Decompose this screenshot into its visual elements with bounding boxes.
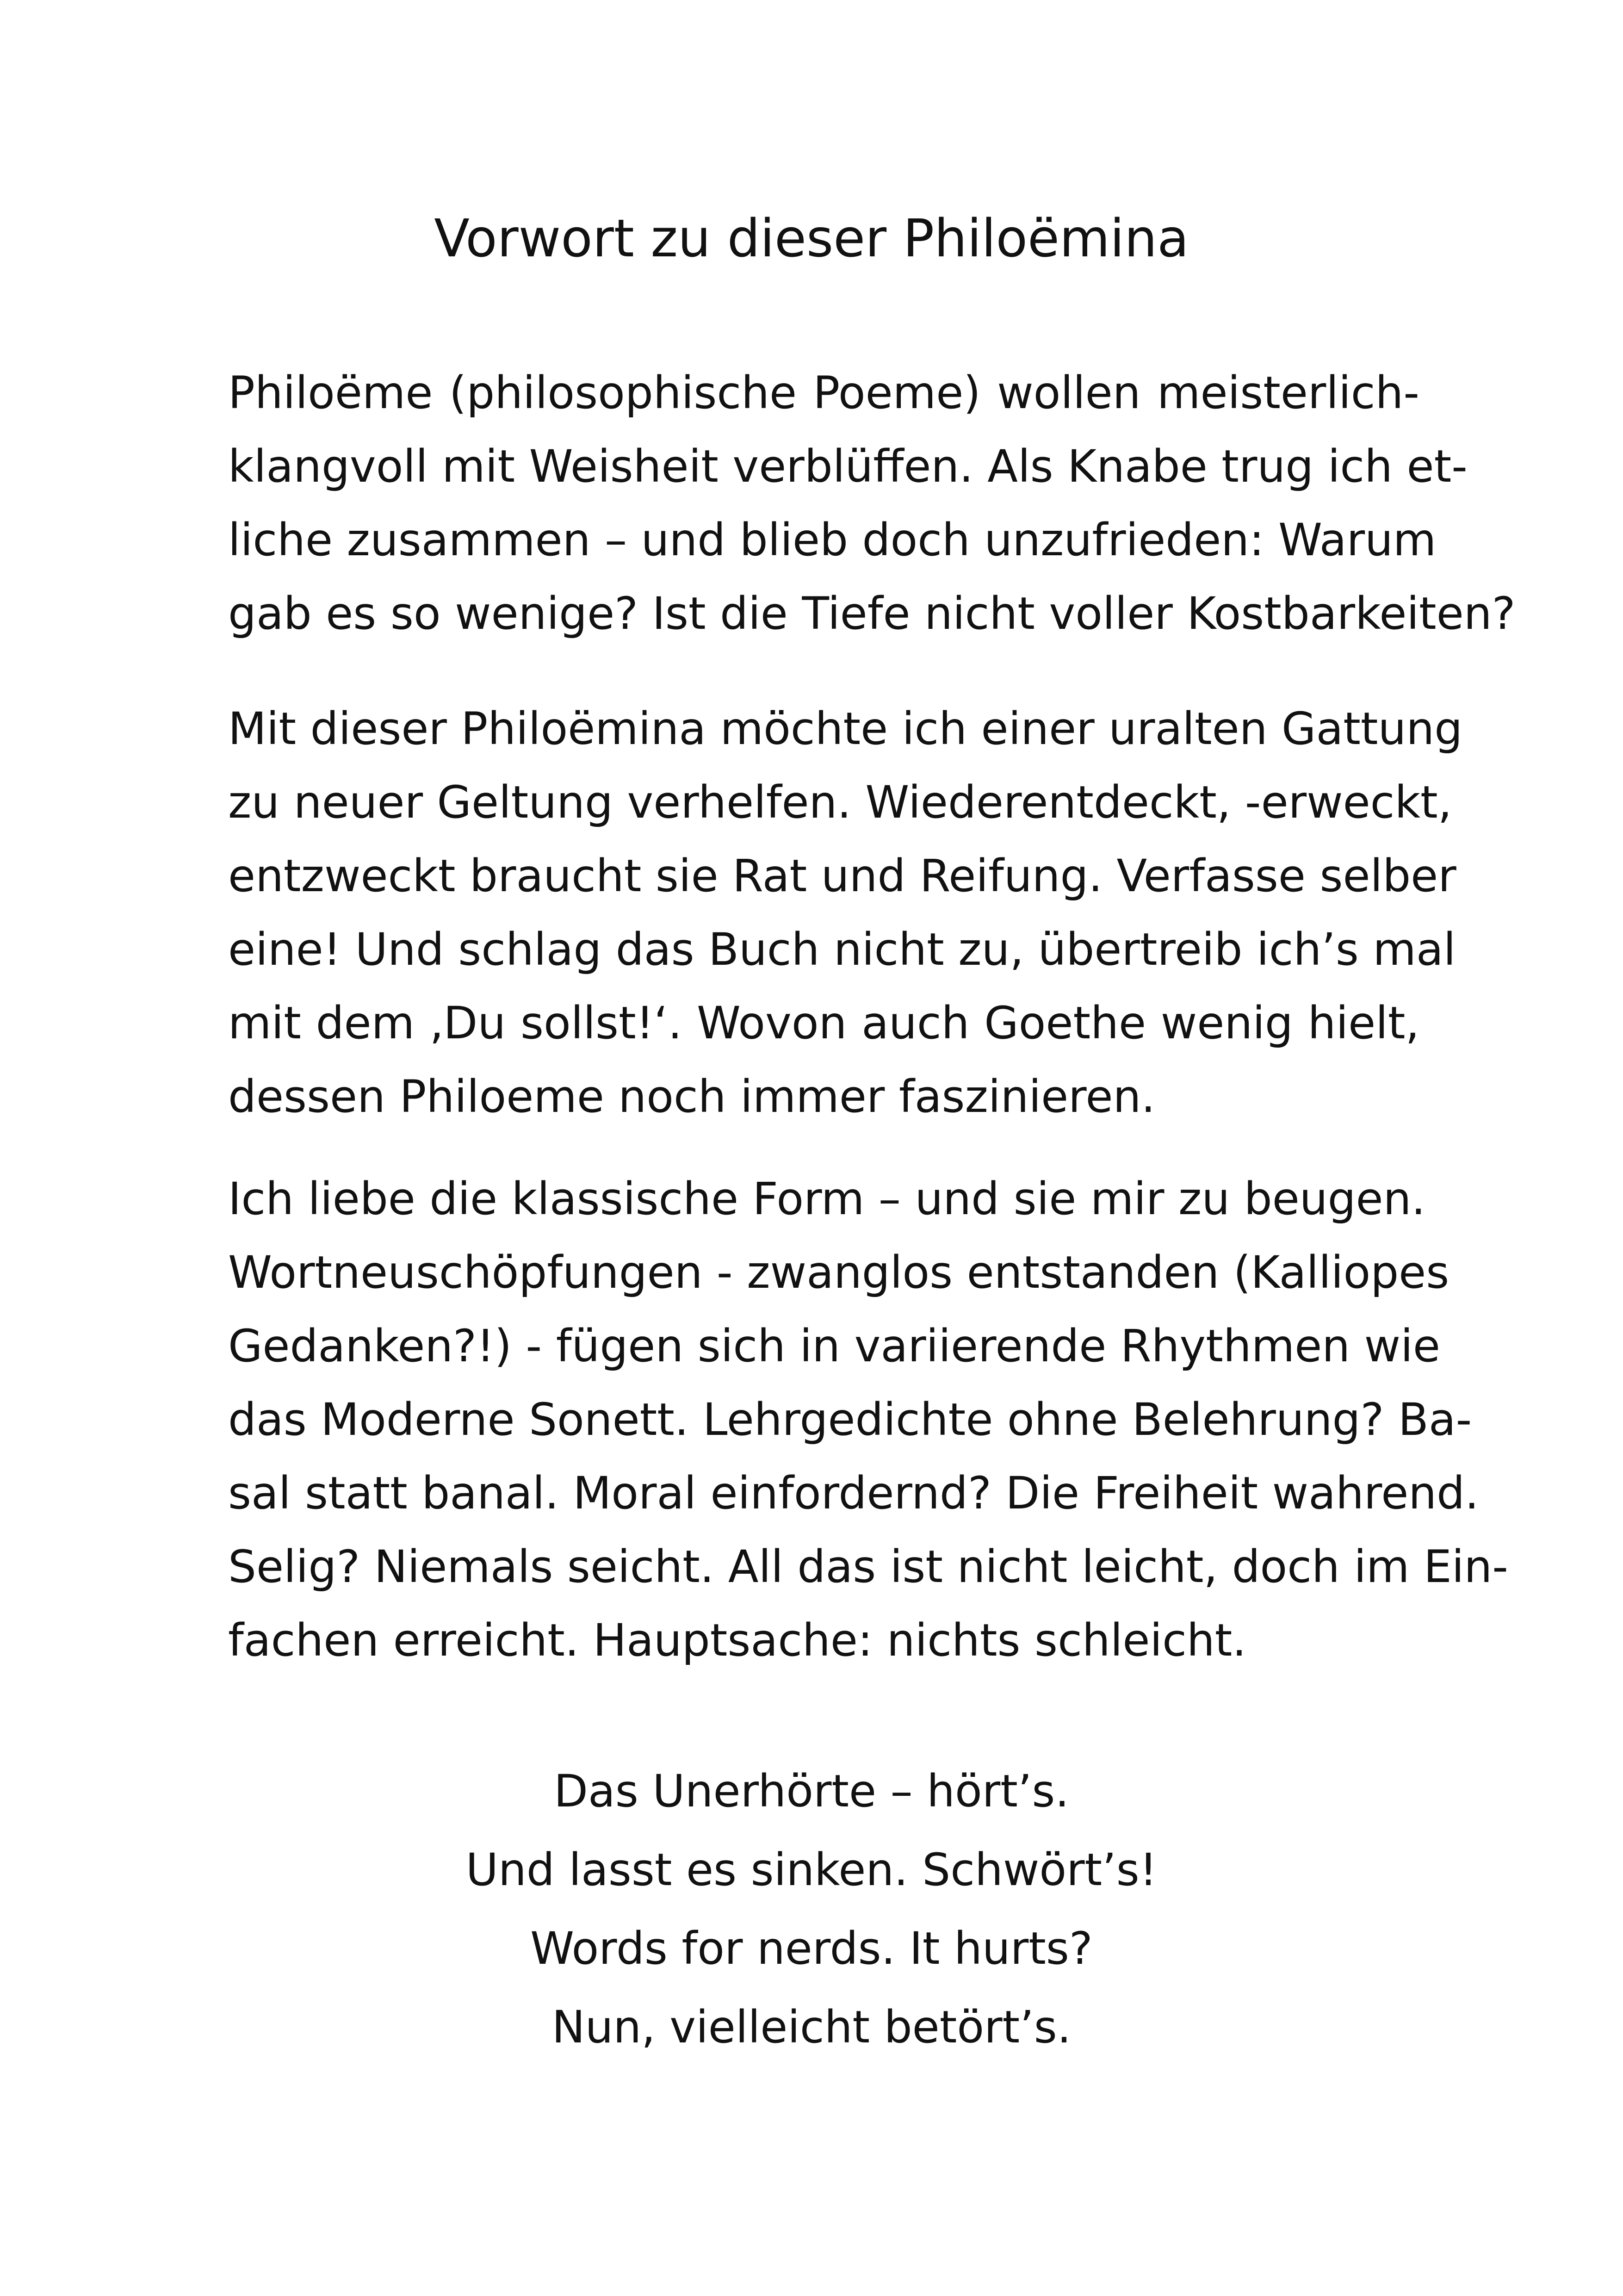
paragraph-3 — [228, 1162, 1508, 1677]
paragraph-line: Ich liebe die klassische Form – und sie mir zu beugen. — [228, 1173, 1425, 1225]
poem-line: Words for nerds. It hurts? — [530, 1923, 1093, 1974]
poem-line: Das Unerhörte – hört’s. — [554, 1765, 1069, 1817]
paragraph-line: das Moderne Sonett. Lehrgedichte ohne Belehrung? Ba- — [228, 1394, 1472, 1446]
paragraph-line: Wortneuschöpfungen - zwanglos entstanden (Kalliopes — [228, 1247, 1450, 1298]
poem-line: Und lasst es sinken. Schwört’s! — [465, 1844, 1158, 1896]
paragraph-line: mit dem ‚Du sollst!‘. Wovon auch Goethe wenig hielt, — [228, 997, 1419, 1049]
paragraph-line: Selig? Niemals seicht. All das ist nicht leicht, doch im Ein- — [228, 1541, 1508, 1593]
paragraph-line: gab es so wenige? Ist die Tiefe nicht voller Kostbarkeiten? — [228, 588, 1516, 639]
paragraph-line: fachen erreicht. Hauptsache: nichts schleicht. — [228, 1614, 1246, 1666]
paragraph-line: klangvoll mit Weisheit verblüffen. Als Knabe trug ich et- — [228, 441, 1468, 492]
poem-line: Nun, vielleicht betört’s. — [551, 2001, 1072, 2053]
paragraph-line: eine! Und schlag das Buch nicht zu, übertreib ich’s mal — [228, 924, 1456, 975]
paragraph-line: sal statt banal. Moral einfordernd? Die Freiheit wahrend. — [228, 1467, 1479, 1519]
paragraph-line: dessen Philoeme noch immer faszinieren. — [228, 1071, 1155, 1123]
paragraph-line: Philoëme (philosophische Poeme) wollen meisterlich- — [228, 367, 1419, 419]
closing-poem — [0, 1752, 1623, 2066]
paragraph-line: zu neuer Geltung verhelfen. Wiederentdeckt, -erweckt, — [228, 776, 1452, 828]
paragraph-1 — [228, 356, 1516, 651]
page-title: Vorwort zu dieser Philoëmina — [434, 209, 1189, 269]
paragraph-line: Mit dieser Philoëmina möchte ich einer uralten Gattung — [228, 703, 1463, 755]
paragraph-line: liche zusammen – und blieb doch unzufrieden: Warum — [228, 514, 1437, 566]
paragraph-2 — [228, 692, 1463, 1134]
paragraph-line: Gedanken?!) - fügen sich in variierende Rhythmen wie — [228, 1320, 1440, 1372]
paragraph-line: entzweckt braucht sie Rat und Reifung. Verfasse selber — [228, 850, 1456, 902]
